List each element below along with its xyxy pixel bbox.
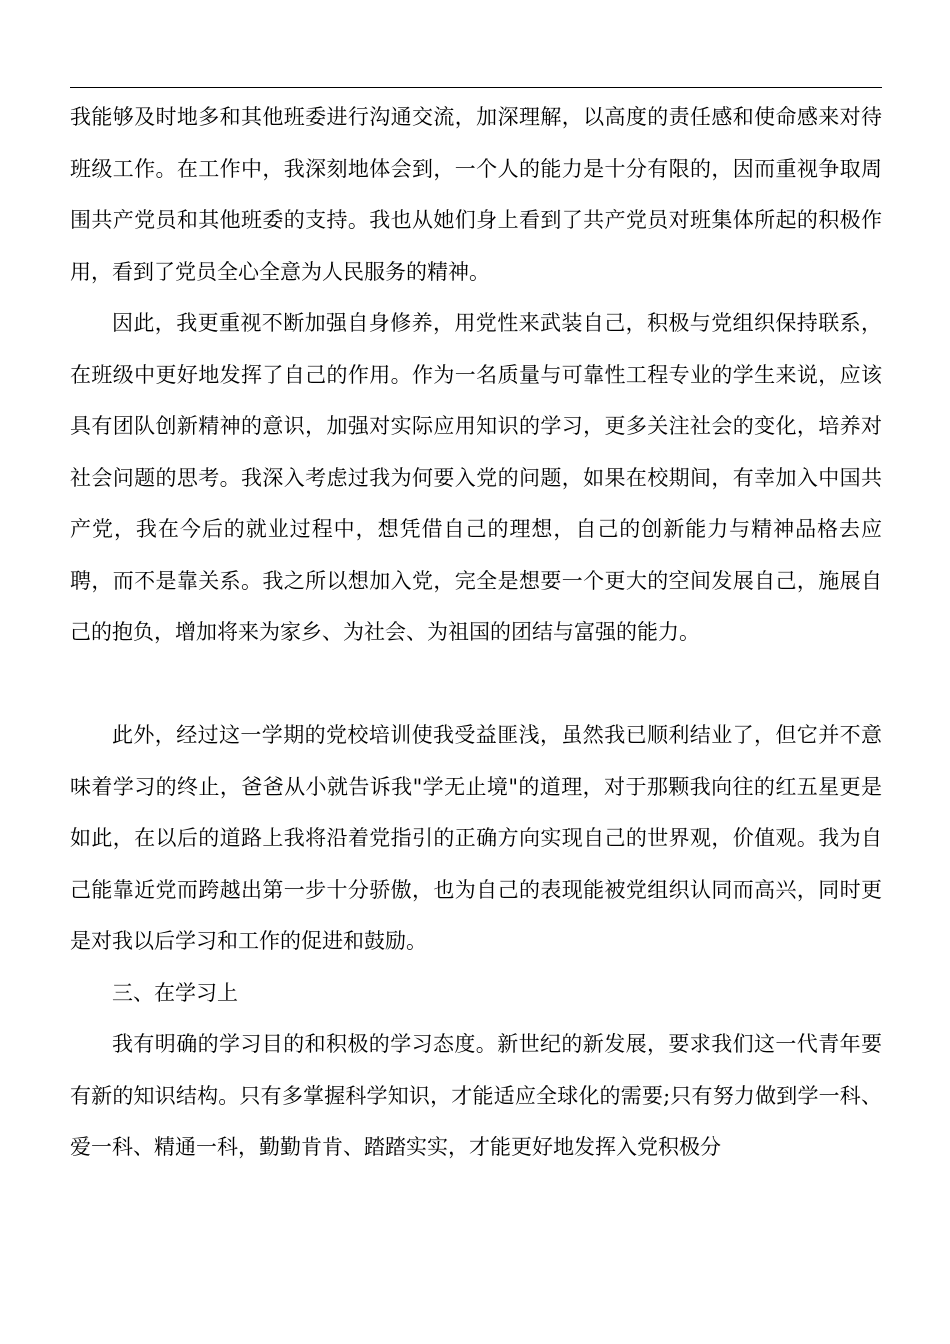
section-heading-study: 三、在学习上 bbox=[112, 980, 238, 1005]
paragraph-party-school: 此外，经过这一学期的党校培训使我受益匪浅，虽然我已顺利结业了，但它并不意味着学习的终止，爸爸从小就告诉我"学无止境"的道理，对于那颗我向往的红五星更是如此，在以后的道路上我将沿着党指引的正确方向实现自己的世界观，价值观。我为自己能靠近党而跨越出第一步十分骄傲，也为自己的表现能被党组织认同而高兴，同时更是对我以后学习和工作的促进和鼓励。 bbox=[70, 723, 882, 953]
paragraph-continued: 我能够及时地多和其他班委进行沟通交流，加深理解，以高度的责任感和使命感来对待班级工作。在工作中，我深刻地体会到，一个人的能力是十分有限的，因而重视争取周围共产党员和其他班委的支持。我也从她们身上看到了共产党员对班集体所起的积极作用，看到了党员全心全意为人民服务的精神。 bbox=[70, 105, 882, 284]
paragraph-party-spirit: 因此，我更重视不断加强自身修养，用党性来武装自己，积极与党组织保持联系，在班级中更好地发挥了自己的作用。作为一名质量与可靠性工程专业的学生来说，应该具有团队创新精神的意识，加强对实际应用知识的学习，更多关注社会的变化，培养对社会问题的思考。我深入考虑过我为何要入党的问题，如果在校期间，有幸加入中国共产党，我在今后的就业过程中，想凭借自己的理想，自己的创新能力与精神品格去应聘，而不是靠关系。我之所以想加入党，完全是想要一个更大的空间发展自己，施展自己的抱负，增加将来为家乡、为社会、为祖国的团结与富强的能力。 bbox=[70, 311, 882, 644]
paragraph-study-attitude: 我有明确的学习目的和积极的学习态度。新世纪的新发展，要求我们这一代青年要有新的知识结构。只有多掌握科学知识，才能适应全球化的需要;只有努力做到学一科、爱一科、精通一科，勤勤肯肯、踏踏实实，才能更好地发挥入党积极分 bbox=[70, 1032, 882, 1159]
document-body bbox=[70, 92, 882, 1174]
blank-line bbox=[70, 659, 882, 711]
header-rule bbox=[70, 87, 882, 88]
